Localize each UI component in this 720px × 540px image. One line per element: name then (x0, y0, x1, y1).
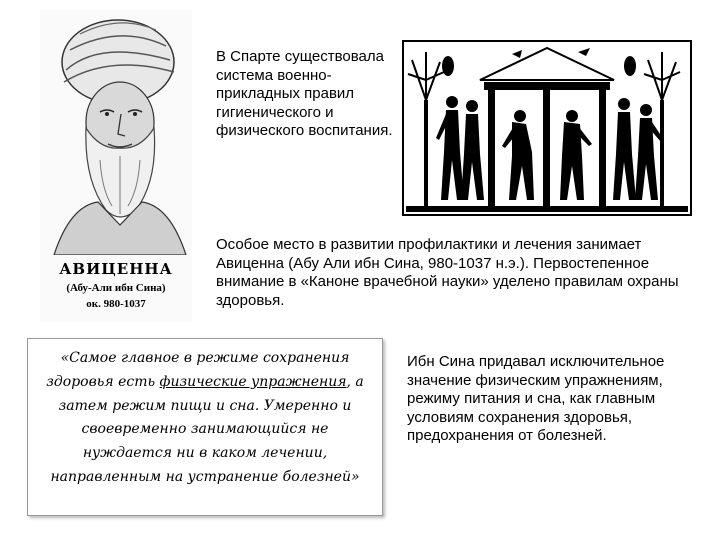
ibn-sina-paragraph: Ибн Сина придавал исключительное значение физическим упражнениям, режиму питания и сна, как главным условиям сохранения здоровья, предохранения от болезней. (407, 353, 665, 445)
avicenna-paragraph: Особое место в развитии профилактики и лечения занимает Авиценна (Абу Али ибн Сина, 980-1037 н.э.). Первостепенное внимание в «Каноне врачебной науки» уделено правилам охраны здоровья. (216, 236, 679, 309)
portrait-years: ок. 980-1037 (86, 298, 146, 310)
avicenna-portrait (40, 10, 192, 322)
portrait-drawing (40, 10, 192, 255)
portrait-subtitle: (Абу-Али ибн Сина) (66, 282, 166, 294)
quote-part-1: «Самое главное в режиме сохранения здоровья есть (46, 350, 350, 390)
portrait-name: АВИЦЕННА (59, 260, 173, 278)
avicenna-quote-box (27, 338, 383, 516)
quote-underlined-phrase: физические упражнения (159, 373, 347, 390)
greek-vase-frieze (402, 40, 692, 216)
quote-part-2: , а затем режим пищи и сна. Умеренно и своевременно занимающийся не нуждается ни в каком лечении, направленным на устранение болезней» (50, 373, 364, 485)
sparta-paragraph: В Спарте существовала система военно-прикладных правил гигиенического и физического воспитания. (216, 48, 393, 140)
